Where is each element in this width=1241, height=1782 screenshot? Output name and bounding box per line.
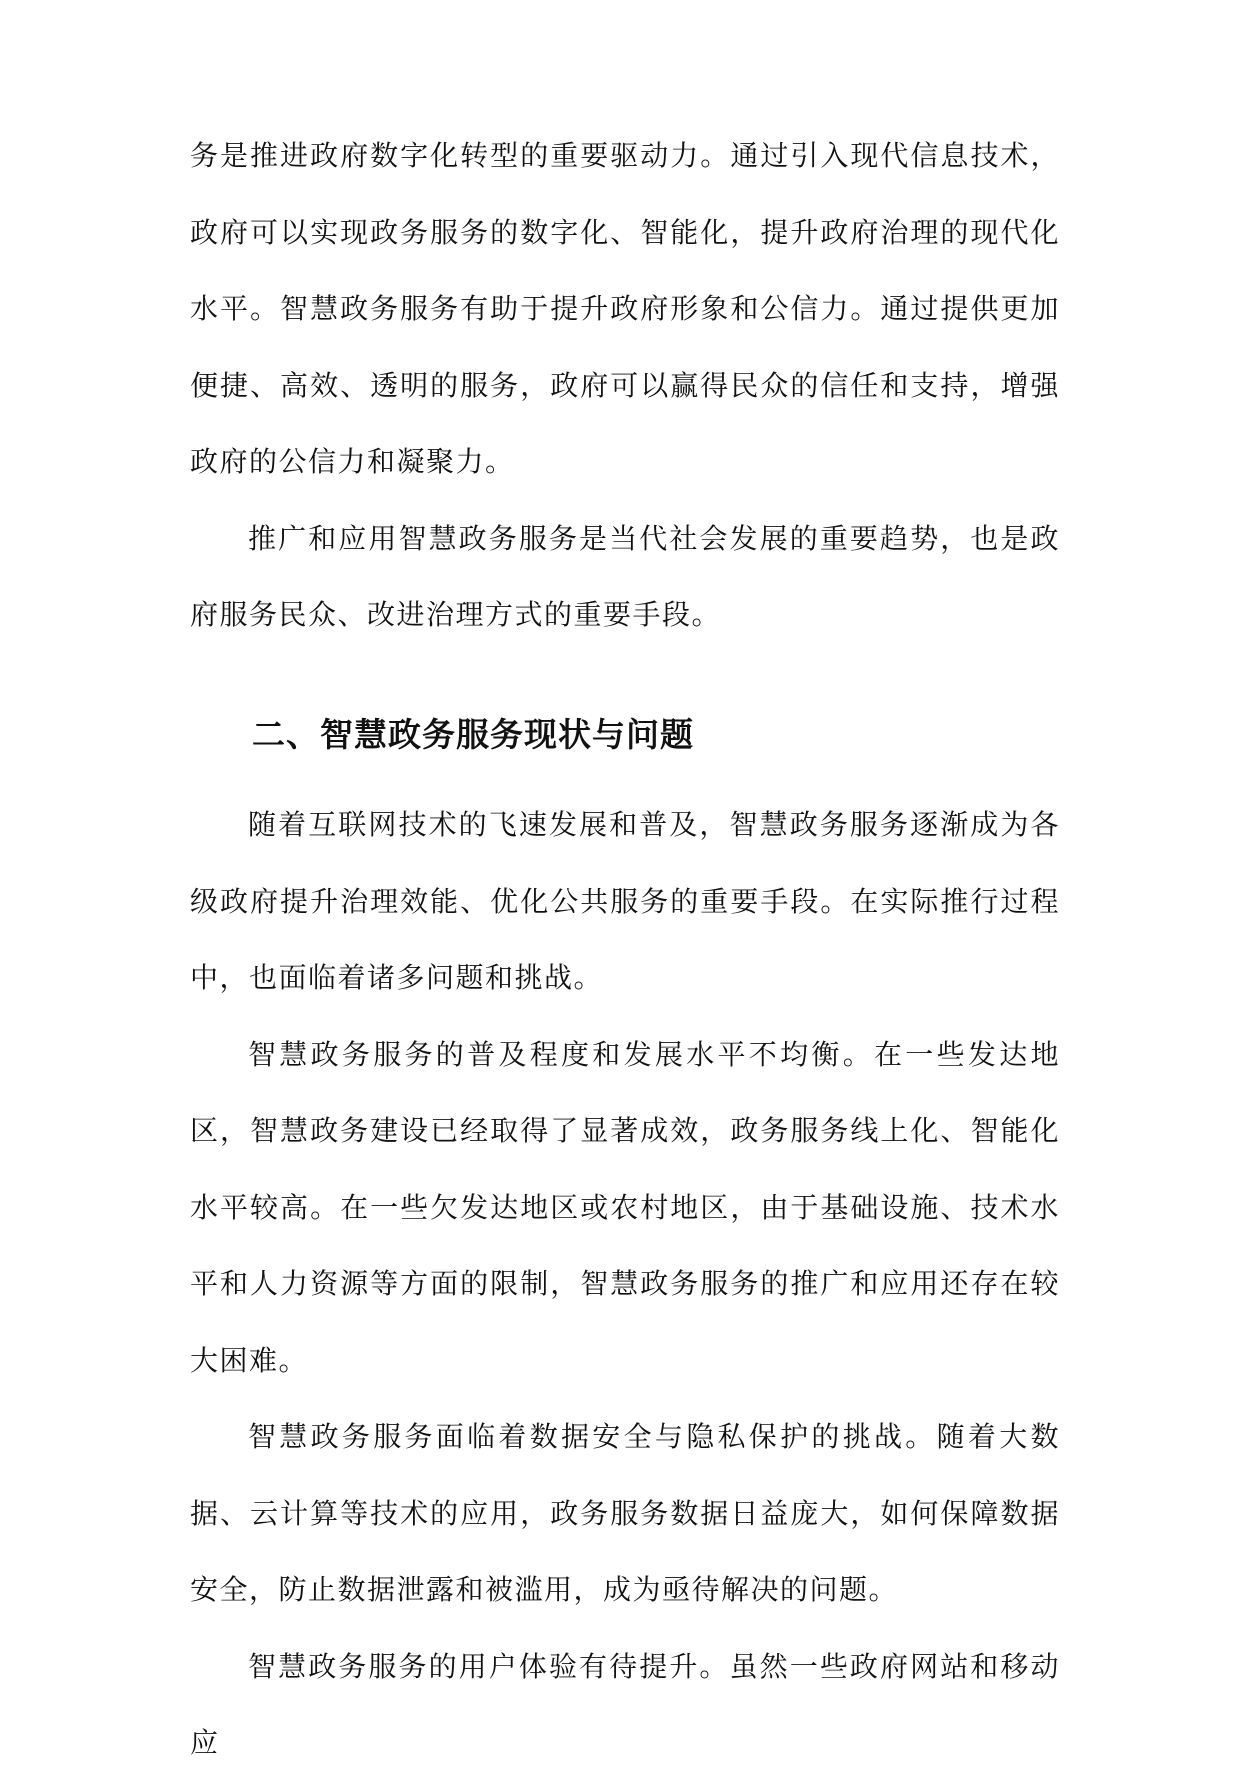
section-heading: 二、智慧政务服务现状与问题 (252, 715, 694, 754)
paragraph-continuation: 务是推进政府数字化转型的重要驱动力。通过引入现代信息技术，政府可以实现政务服务的数字化、智能化，提升政府治理的现代化水平。智慧政务服务有助于提升政府形象和公信力。通过提供更加便捷、高效、透明的服务，政府可以赢得民众的信任和支持，增强政府的公信力和凝聚力。 (190, 139, 1060, 478)
paragraph: 智慧政务服务的普及程度和发展水平不均衡。在一些发达地区，智慧政务建设已经取得了显著成效，政务服务线上化、智能化水平较高。在一些欠发达地区或农村地区，由于基础设施、技术水平和人力资源等方面的限制，智慧政务服务的推广和应用还存在较大困难。 (190, 1037, 1060, 1377)
paragraph: 智慧政务服务面临着数据安全与隐私保护的挑战。随着大数据、云计算等技术的应用，政务服务数据日益庞大，如何保障数据安全，防止数据泄露和被滥用，成为亟待解决的问题。 (190, 1420, 1060, 1606)
paragraph: 随着互联网技术的飞速发展和普及，智慧政务服务逐渐成为各级政府提升治理效能、优化公共服务的重要手段。在实际推行过程中，也面临着诸多问题和挑战。 (190, 808, 1060, 994)
paragraph: 智慧政务服务的用户体验有待提升。虽然一些政府网站和移动应 (190, 1649, 1060, 1759)
paragraph: 推广和应用智慧政务服务是当代社会发展的重要趋势，也是政府服务民众、改进治理方式的重要手段。 (190, 521, 1060, 631)
body-text-before-heading (190, 118, 1060, 654)
body-text-after-heading (190, 787, 1060, 1782)
